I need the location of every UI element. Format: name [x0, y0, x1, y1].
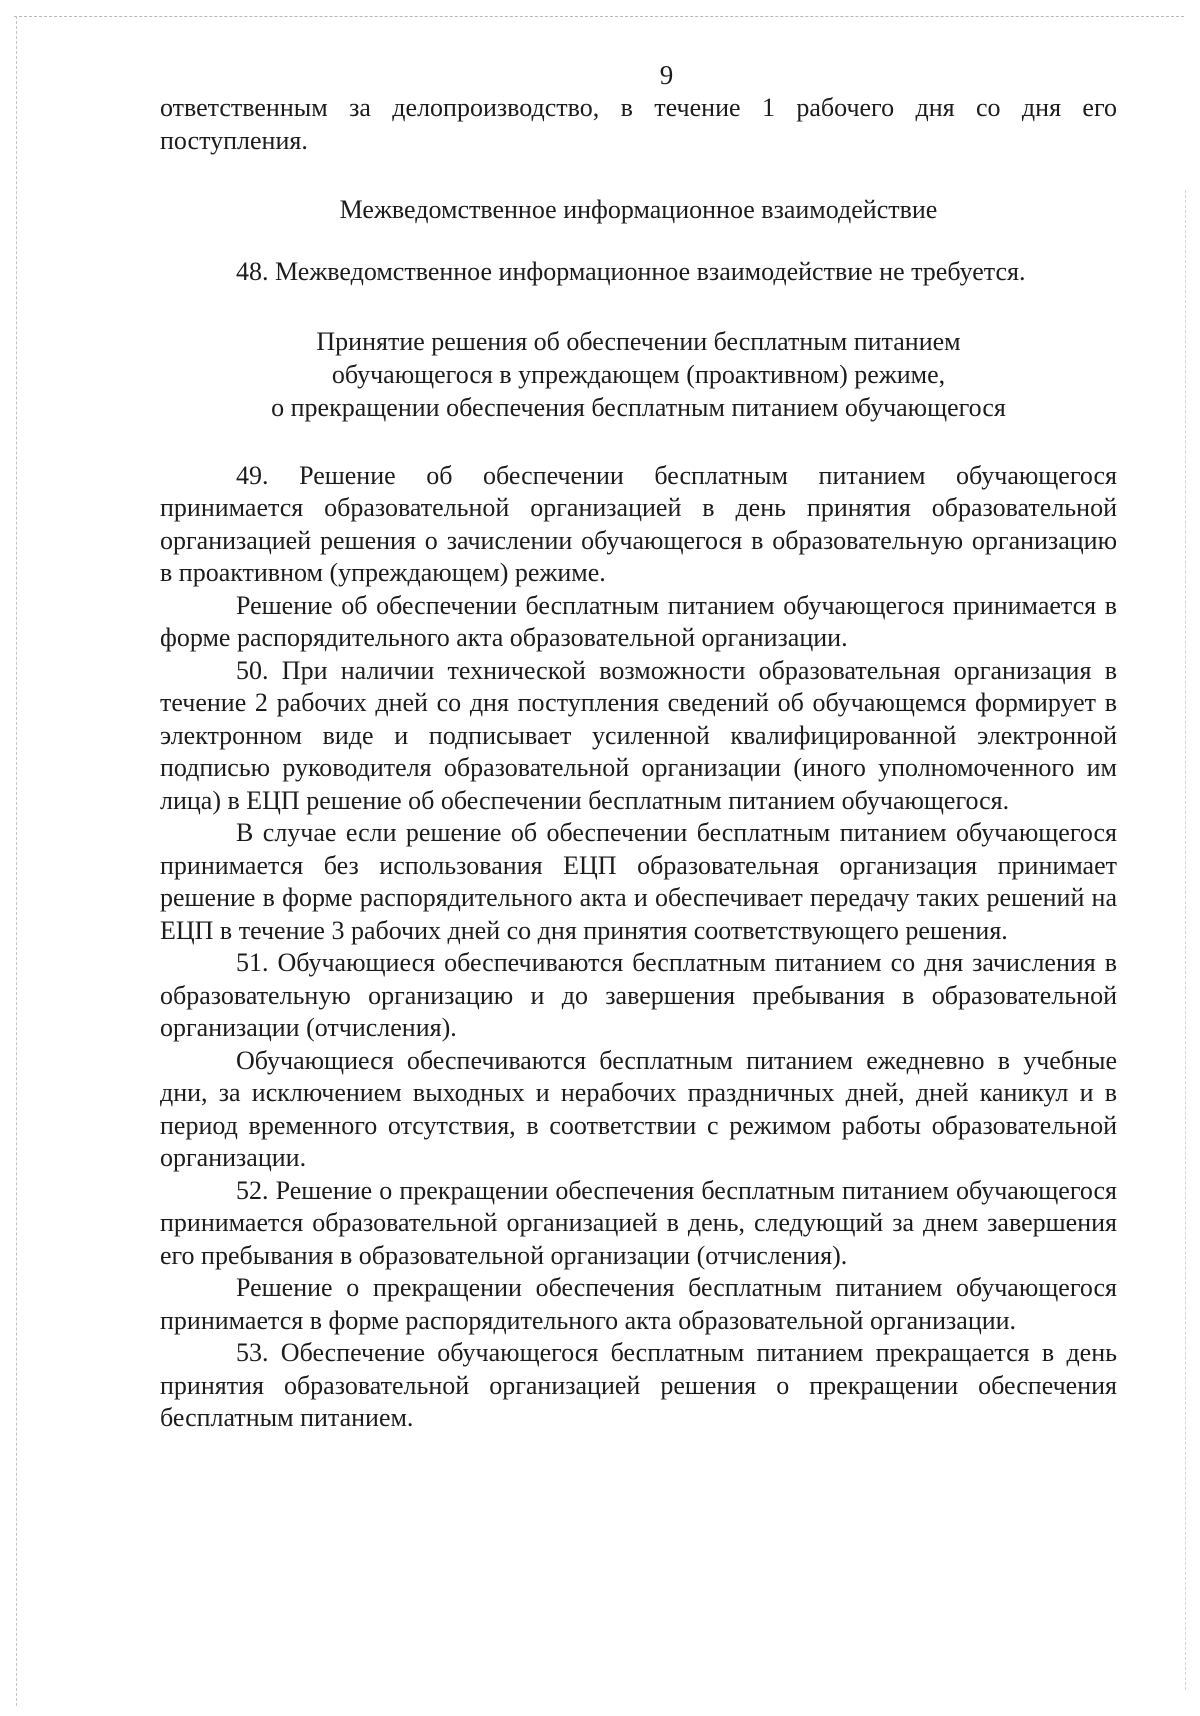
spacer — [160, 289, 1117, 325]
paragraph-52-form: Решение о прекращении обеспечения бесплатным питанием обучающегося принимается в форме распорядительного акта образовательной организации. — [160, 1273, 1117, 1335]
paragraph-48: 48. Межведомственное информационное взаимодействие не требуется. — [236, 257, 1026, 286]
paragraph-53: 53. Обеспечение обучающегося бесплатным питанием прекращается в день принятия образовательной организацией решения о прекращении обеспечения бесплатным питанием. — [160, 1338, 1117, 1432]
heading-line: о прекращении обеспечения бесплатным питанием обучающегося — [271, 392, 1006, 422]
paragraph-49-form: Решение об обеспечении бесплатным питанием обучающегося принимается в форме распорядительного акта образовательной организации. — [160, 590, 1117, 652]
spacer — [160, 157, 1117, 193]
paragraph-50-without-ecp: В случае если решение об обеспечении бесплатным питанием обучающегося принимается без использования ЕЦП образовательная организация принимает решение в форме распорядительного акта и обеспечивает передачу таких решений на ЕЦП в течение 3 рабочих дней со дня принятия соответствующего решения. — [160, 818, 1117, 945]
paragraph-51-daily: Обучающиеся обеспечиваются бесплатным питанием ежедневно в учебные дни, за исключением выходных и нерабочих праздничных дней, дней каникул и в период временного отсутствия, в соответствии с режимом работы образовательной организации. — [160, 1045, 1117, 1172]
section-heading-decision — [160, 325, 1117, 424]
section-heading-interagency: Межведомственное информационное взаимодействие — [339, 195, 938, 224]
spacer — [160, 226, 1117, 256]
scan-edge-top — [14, 16, 1184, 17]
paragraph-51: 51. Обучающиеся обеспечиваются бесплатным питанием со дня зачисления в образовательную организацию и до завершения пребывания в образовательной организации (отчисления). — [160, 948, 1117, 1042]
paragraph-50: 50. При наличии технической возможности образовательная организация в течение 2 рабочих дней со дня поступления сведений об обучающемся формирует в электронном виде и подписывает усиленной квалифицированной электронной подписью руководителя образовательной организации (иного уполномоченного им лица) в ЕЦП решение об обеспечении бесплатным питанием обучающегося. — [160, 655, 1117, 815]
page-number: 9 — [659, 60, 674, 90]
heading-line: Принятие решения об обеспечении бесплатным питанием — [316, 326, 961, 356]
document-page — [160, 58, 1117, 1435]
paragraph-49: 49. Решение об обеспечении бесплатным питанием обучающегося принимается образовательной организацией в день принятия образовательной организацией решения о зачислении обучающегося в образовательную организацию в проактивном (упреждающем) режиме. — [160, 460, 1117, 587]
heading-line: обучающегося в упреждающем (проактивном) режиме, — [331, 359, 946, 389]
continuation-paragraph: ответственным за делопроизводство, в течение 1 рабочего дня со дня его поступления. — [160, 93, 1117, 155]
scan-edge-left — [16, 16, 17, 1706]
spacer — [160, 424, 1117, 460]
scan-edge-right — [1185, 190, 1186, 1690]
paragraph-52: 52. Решение о прекращении обеспечения бесплатным питанием обучающегося принимается образовательной организацией в день, следующий за днем завершения его пребывания в образовательной организации (отчисления). — [160, 1175, 1117, 1270]
